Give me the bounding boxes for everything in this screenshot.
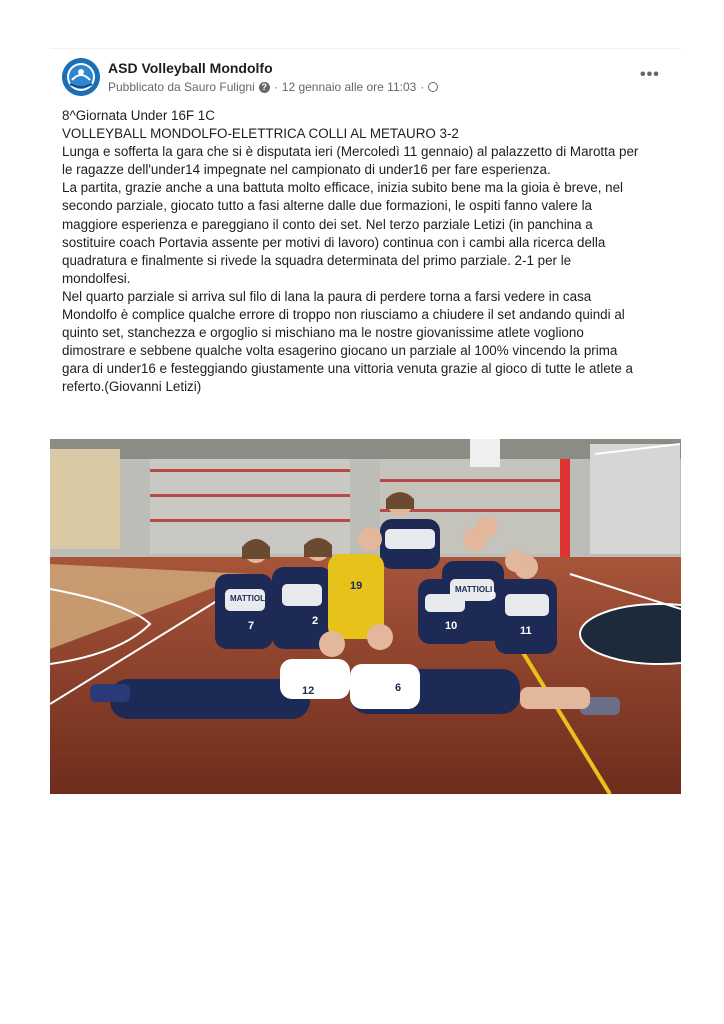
post-text-line: maggiore esperienza e pareggiano il conto dei set. Nel terzo parziale Letizi (in panchina a [62, 216, 593, 232]
post-text-line: sostituire coach Portavia assente per motivi di lavoro) continua con i cambi alla ricerca della [62, 234, 606, 250]
post-date[interactable]: 12 gennaio alle ore 11:03 [281, 80, 417, 94]
post-text-line: Lunga e sofferta la gara che si è disputata ieri (Mercoledì 11 gennaio) al palazzetto di Marotta per [62, 144, 639, 160]
post-text-line: quadratura e finalmente si rivede la squadra determinata del primo parziale. 2-1 per le [62, 252, 572, 268]
meta-separator: · [273, 80, 278, 94]
posted-by[interactable]: Pubblicato da Sauro Fuligni [108, 80, 255, 94]
post-text-line: Mondolfo è complice qualche errore di troppo non riusciamo a chiudere il set andando quindi al [62, 307, 625, 323]
post-text-line: dimostrare e sebbene qualche volta esagerino giocano un parziale al 100% vincendo la prima [62, 343, 618, 359]
post-text-line: referto.(Giovanni Letizi) [62, 379, 202, 395]
post-text-line: secondo parziale, giocato tutto a fasi alterne dalle due formazioni, le ospiti fanno valere la [62, 198, 592, 214]
post-text-line: La partita, grazie anche a una battuta molto efficace, inizia subito bene ma la gioia è breve, nel [62, 180, 624, 196]
card-top-border [50, 48, 681, 49]
question-icon[interactable]: ? [259, 82, 270, 93]
jersey-number: 2 [312, 615, 319, 627]
post-text-line: 8^Giornata Under 16F 1C [62, 108, 215, 123]
post-text [62, 107, 674, 397]
post-text-line: VOLLEYBALL MONDOLFO-ELETTRICA COLLI AL METAURO 3-2 [62, 126, 459, 142]
post-meta [108, 80, 438, 94]
jersey-number: 11 [520, 625, 532, 637]
volleyball-logo-icon [62, 58, 100, 96]
team-photo[interactable] [50, 439, 681, 794]
shirt-sponsor-text: MATTIOLI [455, 585, 493, 594]
page-avatar[interactable] [62, 58, 100, 96]
post-text-line: gara di under16 e festeggiando giustamente una vittoria venuta grazie al gioco di tutte le atlete a [62, 361, 633, 377]
page-name[interactable]: ASD Volleyball Mondolfo [108, 60, 273, 76]
jersey-number: 19 [350, 580, 363, 592]
jersey-number: 6 [395, 682, 402, 694]
more-options-button[interactable]: ••• [640, 66, 660, 83]
jersey-number: 9 [490, 590, 497, 602]
jersey-number: 7 [248, 620, 255, 632]
jersey-number: 12 [302, 685, 315, 697]
post-text-line: le ragazze dell'under14 impegnate nel campionato di under16 per fare esperienza. [62, 162, 551, 178]
jersey-number: 10 [445, 620, 458, 632]
post-text-line: quinto set, stanchezza e orgoglio si mischiano ma le nostre giovanissime atlete vogliono [62, 325, 584, 341]
shirt-sponsor-text: MATTIOLI [230, 594, 268, 603]
team-photo-image [50, 439, 681, 794]
globe-icon [428, 82, 438, 92]
post-text-line: mondolfesi. [62, 270, 131, 286]
post-text-line: Nel quarto parziale si arriva sul filo di lana la paura di perdere torna a farsi vedere in casa [62, 288, 592, 304]
meta-separator-2: · [420, 80, 425, 94]
